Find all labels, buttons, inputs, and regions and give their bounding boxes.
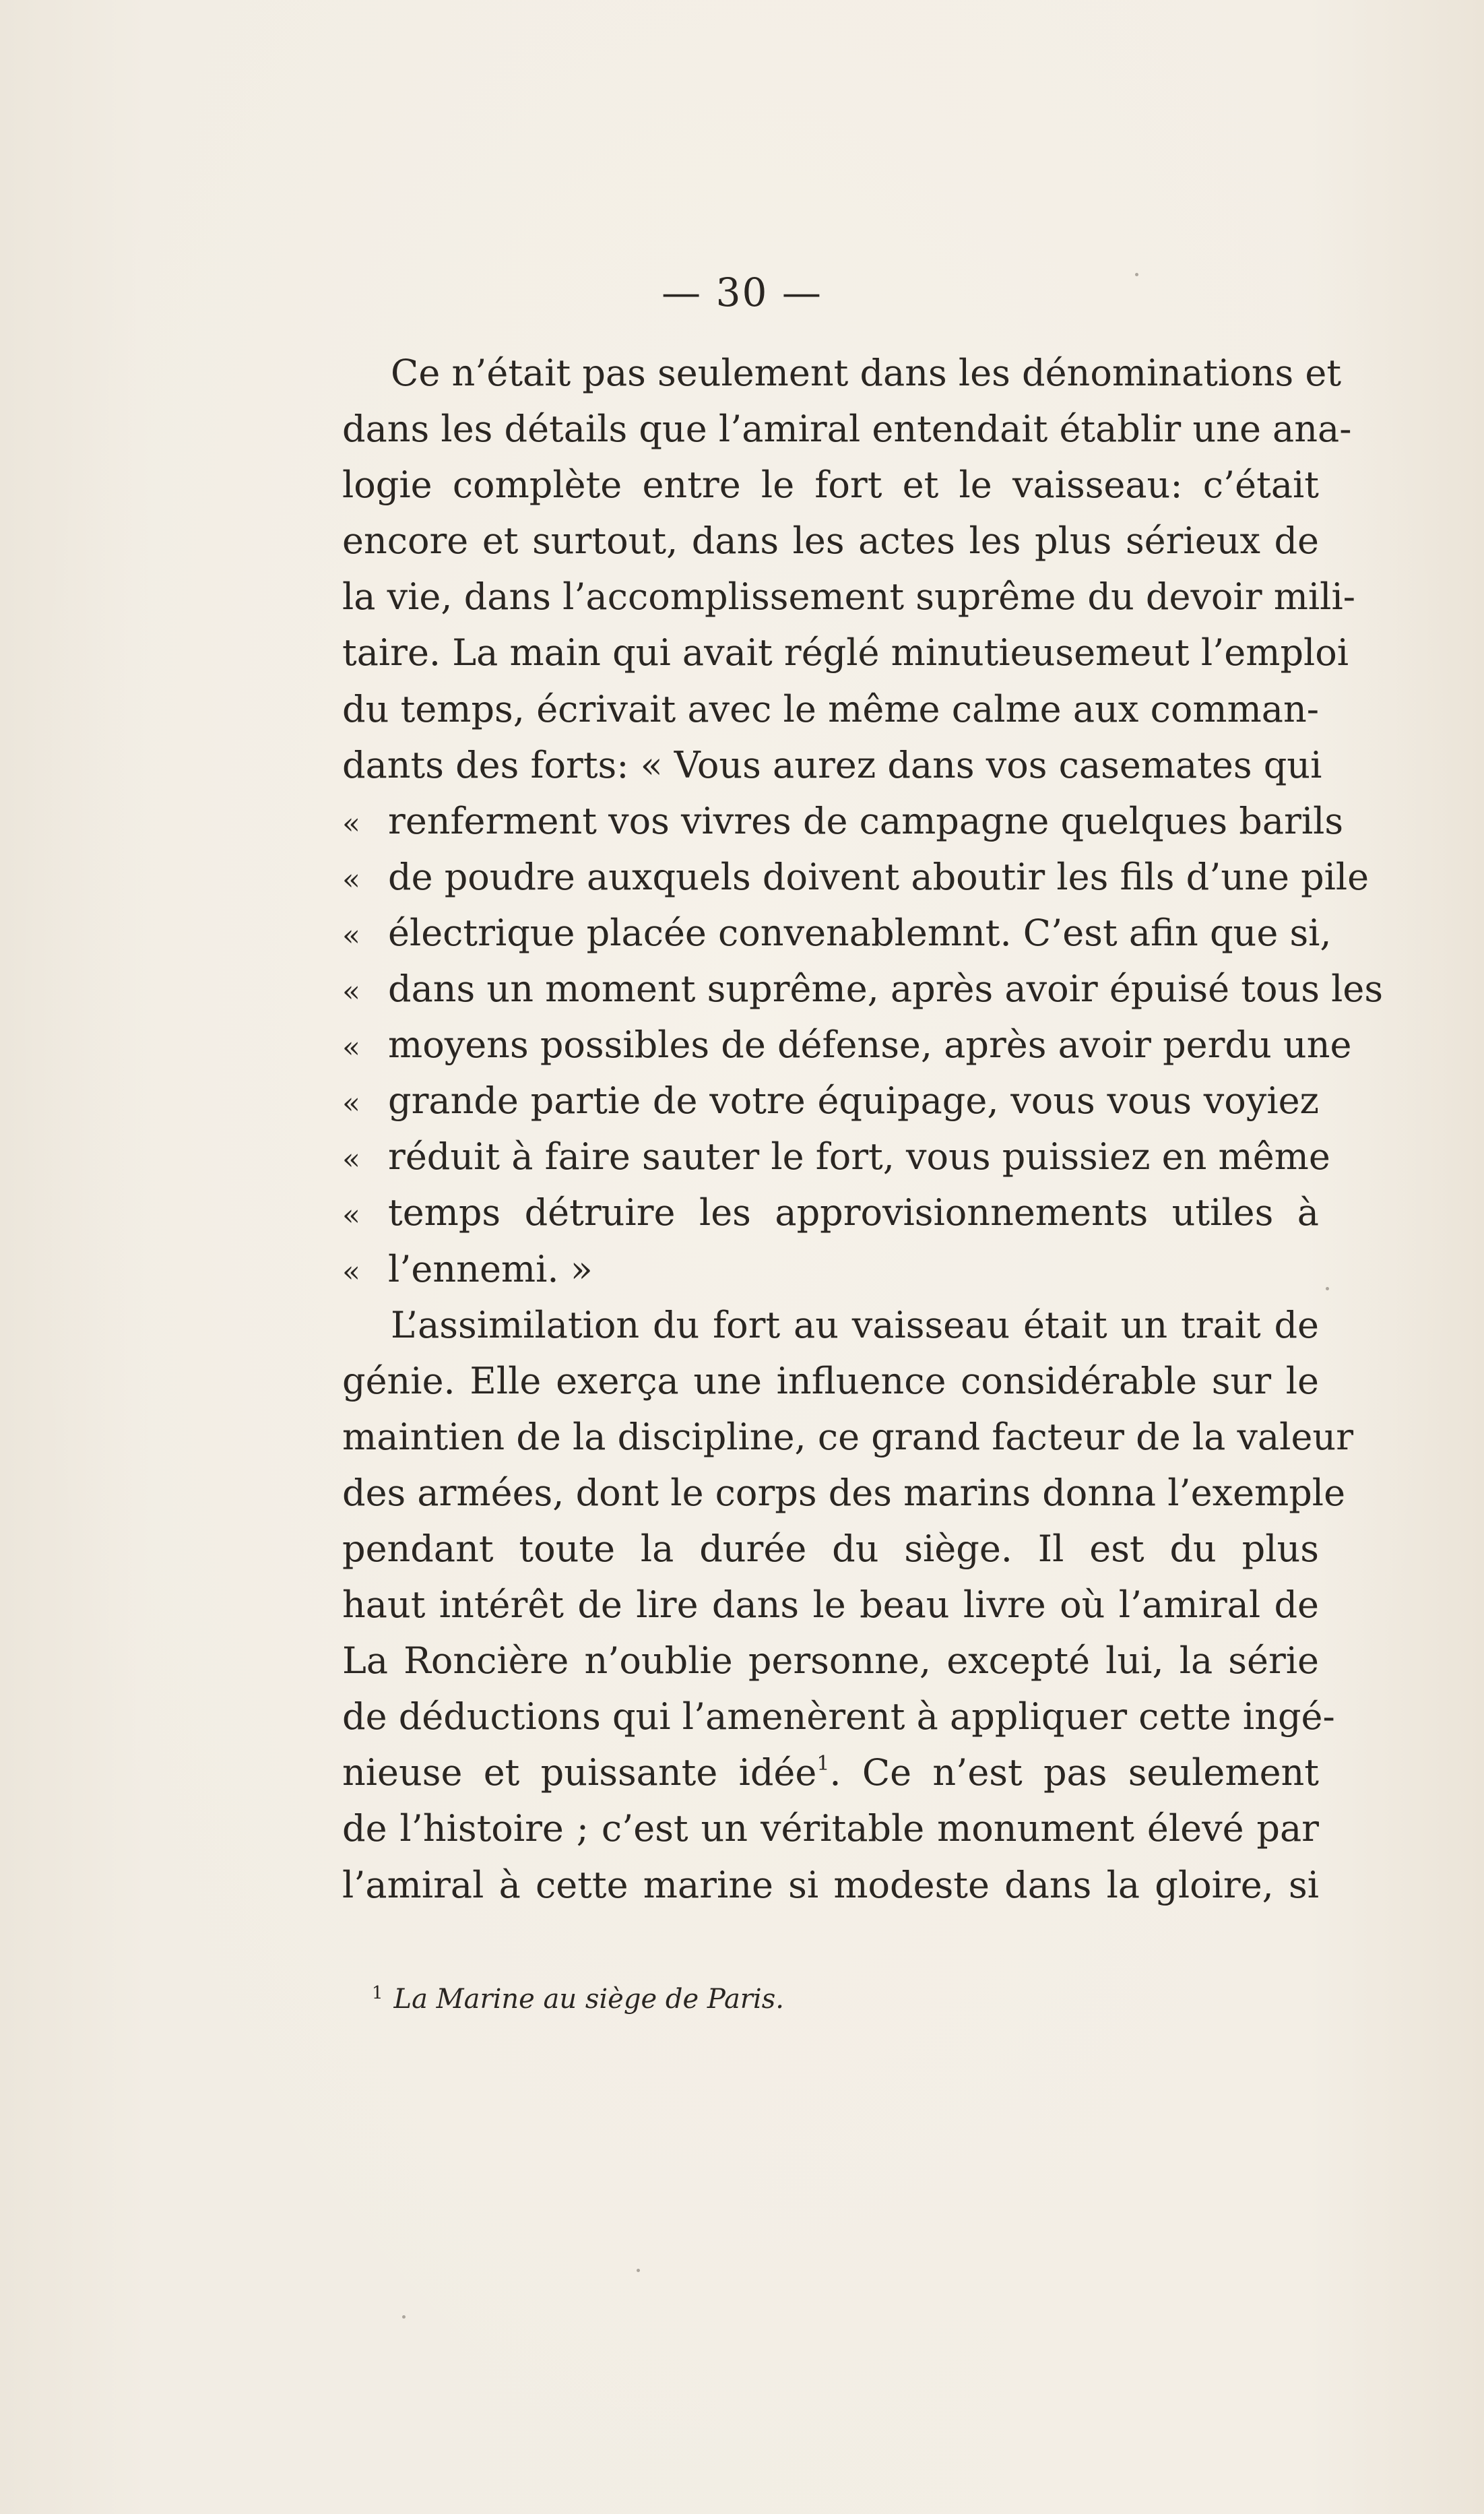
text-line: L’assimilation du fort au vaisseau était un trait de bbox=[391, 1303, 1319, 1346]
quoted-text: temps détruire les approvisionnements utiles à bbox=[388, 1191, 1319, 1234]
quoted-line bbox=[342, 1129, 1330, 1185]
quoted-line bbox=[342, 1241, 1319, 1297]
text-line: de l’histoire ; c’est un véritable monument élevé par bbox=[342, 1807, 1319, 1850]
quote-mark: « bbox=[342, 1254, 360, 1289]
quote-mark: « bbox=[342, 1142, 360, 1177]
text-line: maintien de la discipline, ce grand facteur de la valeur bbox=[342, 1415, 1354, 1458]
paper-speck bbox=[1135, 273, 1138, 276]
quoted-line bbox=[342, 1017, 1352, 1073]
text-fragment: . Ce n’est pas seulement bbox=[829, 1751, 1320, 1794]
quoted-text: électrique placée convenablemnt. C’est afin que si, bbox=[388, 911, 1332, 954]
text-line: La Roncière n’oublie personne, excepté lui, la série bbox=[342, 1639, 1319, 1683]
quoted-line bbox=[342, 793, 1344, 849]
page-number: — 30 — bbox=[662, 270, 822, 315]
quoted-line bbox=[342, 849, 1369, 905]
quote-mark: « bbox=[342, 1030, 360, 1065]
footnote-reference: 1 bbox=[816, 1752, 830, 1776]
text-line: dants des forts: « Vous aurez dans vos casemates qui bbox=[342, 743, 1322, 786]
quoted-text: grande partie de votre équipage, vous vous voyiez bbox=[388, 1079, 1319, 1123]
text-line: dans les détails que l’amiral entendait établir une ana- bbox=[342, 408, 1352, 451]
quoted-text: dans un moment suprême, après avoir épuisé tous les bbox=[388, 968, 1384, 1011]
text-line: Ce n’était pas seulement dans les dénominations et bbox=[391, 352, 1342, 394]
quote-mark: « bbox=[342, 1086, 360, 1121]
text-fragment: nieuse et puissante idée bbox=[342, 1751, 817, 1794]
quoted-line bbox=[342, 905, 1332, 961]
quoted-line bbox=[342, 1185, 1319, 1240]
quote-mark: « bbox=[342, 862, 360, 897]
text-line: haut intérêt de lire dans le beau livre où l’amiral de bbox=[342, 1583, 1319, 1627]
footnote bbox=[372, 1984, 784, 2013]
quote-mark: « bbox=[342, 806, 360, 841]
quoted-text: renferment vos vivres de campagne quelques barils bbox=[388, 799, 1344, 842]
text-line: taire. La main qui avait réglé minutieusemeut l’emploi bbox=[342, 631, 1349, 674]
quoted-text: l’ennemi. » bbox=[388, 1247, 593, 1290]
quoted-line bbox=[342, 1073, 1319, 1129]
text-line: pendant toute la durée du siège. Il est du plus bbox=[342, 1527, 1319, 1570]
text-line: du temps, écrivait avec le même calme aux comman- bbox=[342, 687, 1319, 730]
body-text bbox=[342, 345, 1384, 1913]
paper-speck bbox=[637, 2269, 640, 2272]
quote-mark: « bbox=[342, 918, 360, 953]
text-line: logie complète entre le fort et le vaisseau: c’était bbox=[342, 464, 1319, 507]
text-line: la vie, dans l’accomplissement suprême du devoir mili- bbox=[342, 575, 1355, 619]
footnote-mark: 1 bbox=[372, 1983, 383, 2003]
text-line-with-footnote bbox=[342, 1745, 1319, 1800]
text-line: encore et surtout, dans les actes les plus sérieux de bbox=[342, 520, 1319, 563]
footnote-text: La Marine au siège de Paris. bbox=[393, 1984, 784, 2015]
quoted-text: moyens possibles de défense, après avoir perdu une bbox=[388, 1024, 1352, 1067]
quote-mark: « bbox=[342, 974, 360, 1009]
quoted-line bbox=[342, 961, 1384, 1017]
text-line: génie. Elle exerça une influence considérable sur le bbox=[342, 1359, 1319, 1402]
quoted-text: réduit à faire sauter le fort, vous puissiez en même bbox=[388, 1135, 1330, 1179]
paper-speck bbox=[402, 2315, 406, 2319]
text-line: des armées, dont le corps des marins donna l’exemple bbox=[342, 1471, 1346, 1514]
text-line: l’amiral à cette marine si modeste dans la gloire, si bbox=[342, 1863, 1319, 1906]
quote-mark: « bbox=[342, 1198, 360, 1233]
quoted-text: de poudre auxquels doivent aboutir les fils d’une pile bbox=[388, 855, 1369, 898]
text-line: de déductions qui l’amenèrent à appliquer cette ingé- bbox=[342, 1695, 1335, 1738]
paper-speck bbox=[1326, 1287, 1329, 1290]
